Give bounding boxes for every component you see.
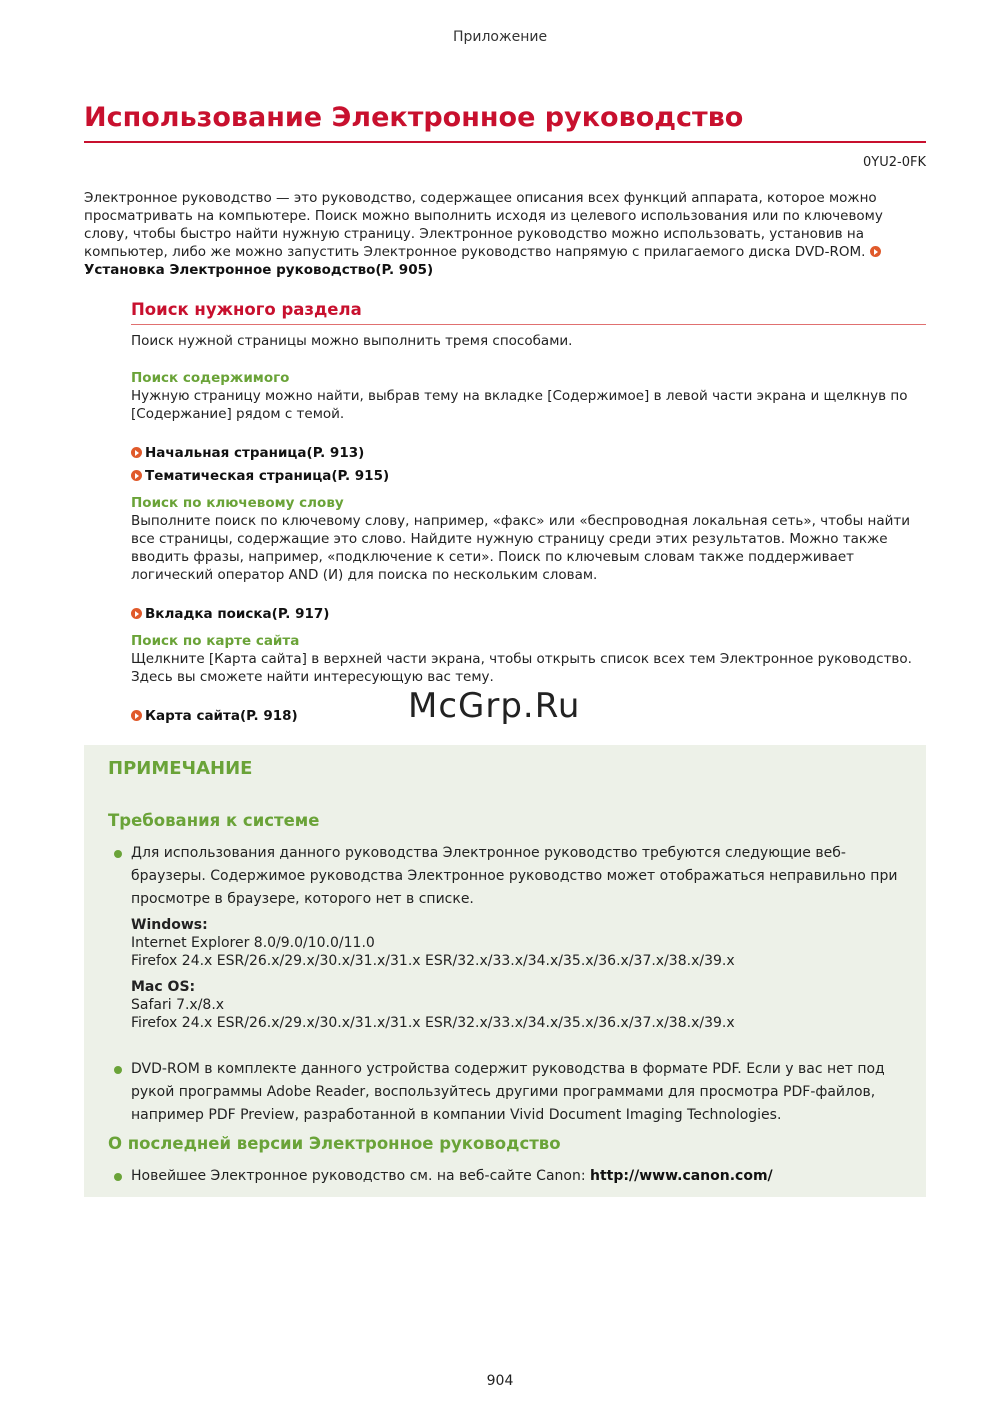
method-text-contents: Нужную страницу можно найти, выбрав тему на вкладке [Содержимое] в левой части экрана и щелкнув по [Содержание] рядом с темой. [131, 388, 908, 422]
method-heading-sitemap: Поиск по карте сайта [131, 633, 300, 649]
section-heading: Поиск нужного раздела [131, 300, 362, 319]
mac-browser-list [131, 978, 911, 1032]
system-requirements-heading: Требования к системе [108, 811, 320, 830]
method-text-sitemap: Щелкните [Карта сайта] в верхней части экрана, чтобы открыть список всех тем Электронное руководство. Здесь вы сможете найти интересующую вас тему. [131, 651, 912, 685]
running-head: Приложение [452, 29, 548, 45]
latest-version-text [131, 1165, 901, 1188]
link-label: Начальная страница(P. 913) [145, 445, 365, 461]
windows-firefox: Firefox 24.x ESR/26.x/29.x/30.x/31.x/31.x ESR/32.x/33.x/34.x/35.x/36.x/37.x/38.x/39.x [131, 953, 735, 969]
mac-safari: Safari 7.x/8.x [131, 997, 225, 1013]
mac-label: Mac OS: [131, 979, 196, 995]
latest-version-heading: О последней версии Электронное руководство [108, 1134, 561, 1153]
link-label: Вкладка поиска(P. 917) [145, 606, 330, 622]
method-heading-contents: Поиск содержимого [131, 370, 290, 386]
intro-link-install[interactable]: Установка Электронное руководство(P. 905) [84, 262, 434, 278]
link-topic-page[interactable] [131, 467, 389, 485]
link-arrow-icon [870, 246, 881, 257]
watermark: McGrp.Ru [408, 686, 581, 726]
document-code: 0YU2-0FK [863, 155, 926, 170]
bullet-icon [114, 1173, 122, 1181]
pdf-viewer-text: DVD-ROM в комплекте данного устройства содержит руководства в формате PDF. Если у вас нет под рукой программы Adobe Reader, воспользуйтесь другими программами для просмотра PDF-файлов, например PDF Preview, разработанной в компании Vivid Document Imaging Technologies. [131, 1061, 885, 1123]
link-label: Тематическая страница(P. 915) [145, 468, 390, 484]
link-search-tab[interactable] [131, 605, 329, 623]
section-lead: Поиск нужной страницы можно выполнить тремя способами. [131, 333, 573, 349]
browser-requirements-text: Для использования данного руководства Электронное руководство требуются следующие веб-браузеры. Содержимое руководства Электронное руководство может отображаться неправильно при просмотре в браузере, которого нет в списке. [131, 845, 898, 907]
link-site-map[interactable] [131, 707, 298, 725]
link-arrow-icon [131, 710, 142, 721]
bullet-icon [114, 1066, 122, 1074]
windows-browser-list [131, 916, 911, 970]
windows-ie: Internet Explorer 8.0/9.0/10.0/11.0 [131, 935, 375, 951]
section-rule [131, 324, 926, 325]
title-rule [84, 141, 926, 143]
windows-label: Windows: [131, 917, 208, 933]
link-home-page[interactable] [131, 444, 364, 462]
link-arrow-icon [131, 470, 142, 481]
link-arrow-icon [131, 447, 142, 458]
method-heading-keyword: Поиск по ключевому слову [131, 495, 344, 511]
link-label: Карта сайта(P. 918) [145, 708, 298, 724]
intro-text: Электронное руководство — это руководство, содержащее описания всех функций аппарата, которое можно просматривать на компьютере. Поиск можно выполнить исходя из целевого использования или по ключевому слову, чтобы быстро найти нужную страницу. Электронное руководство можно использовать, установив на компьютер, либо же можно запустить Электронное руководство напрямую с прилагаемого диска DVD-ROM. [84, 190, 883, 260]
canon-site-text: Новейшее Электронное руководство см. на веб-сайте Canon: [131, 1168, 591, 1184]
bullet-icon [114, 850, 122, 858]
note-title: ПРИМЕЧАНИЕ [108, 758, 253, 779]
canon-url-link[interactable]: http://www.canon.com/ [590, 1168, 773, 1184]
page-title: Использование Электронное руководство [84, 102, 744, 133]
intro-paragraph [84, 189, 926, 279]
method-text-keyword: Выполните поиск по ключевому слову, например, «факс» или «беспроводная локальная сеть», чтобы найти все страницы, содержащие это слово. Найдите нужную страницу среди этих результатов. Можно также вводить фразы, например, «подключение к сети». Поиск по ключевым словам также поддерживает логический оператор AND (И) для поиска по нескольким словам. [131, 513, 911, 583]
link-arrow-icon [131, 608, 142, 619]
mac-firefox: Firefox 24.x ESR/26.x/29.x/30.x/31.x/31.x ESR/32.x/33.x/34.x/35.x/36.x/37.x/38.x/39.x [131, 1015, 735, 1031]
page-number: 904 [486, 1373, 514, 1389]
